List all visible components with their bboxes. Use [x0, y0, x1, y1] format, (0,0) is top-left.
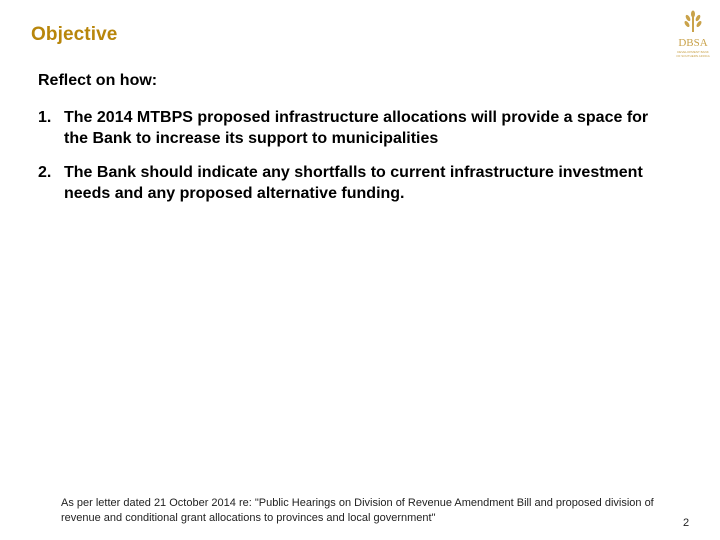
- logo-tagline-line2: OF SOUTHERN AFRICA: [676, 54, 710, 58]
- item-number: 2.: [38, 164, 52, 181]
- intro-text: Reflect on how:: [38, 72, 158, 89]
- item-text: The 2014 MTBPS proposed infrastructure allocations will provide a space for the Bank to increase its support to municipalities: [64, 109, 649, 147]
- item-text: The Bank should indicate any shortfalls to current infrastructure investment needs and any proposed alternative funding.: [64, 164, 643, 202]
- objective-list: [38, 107, 658, 217]
- logo-wordmark: DBSA: [678, 37, 708, 49]
- objective-item: [38, 107, 658, 149]
- objective-item: [38, 162, 658, 204]
- item-number: 1.: [38, 109, 52, 126]
- slide-title: Objective: [31, 24, 118, 45]
- logo-tagline-line1: DEVELOPMENT BANK: [677, 50, 709, 54]
- footnote: As per letter dated 21 October 2014 re: "Public Hearings on Division of Revenue Amendment Bill and proposed division of revenue and conditional grant allocations to provinces and local government": [61, 497, 654, 524]
- wheat-icon: [672, 8, 714, 64]
- dbsa-logo: [672, 8, 714, 64]
- page-number: 2: [683, 517, 690, 529]
